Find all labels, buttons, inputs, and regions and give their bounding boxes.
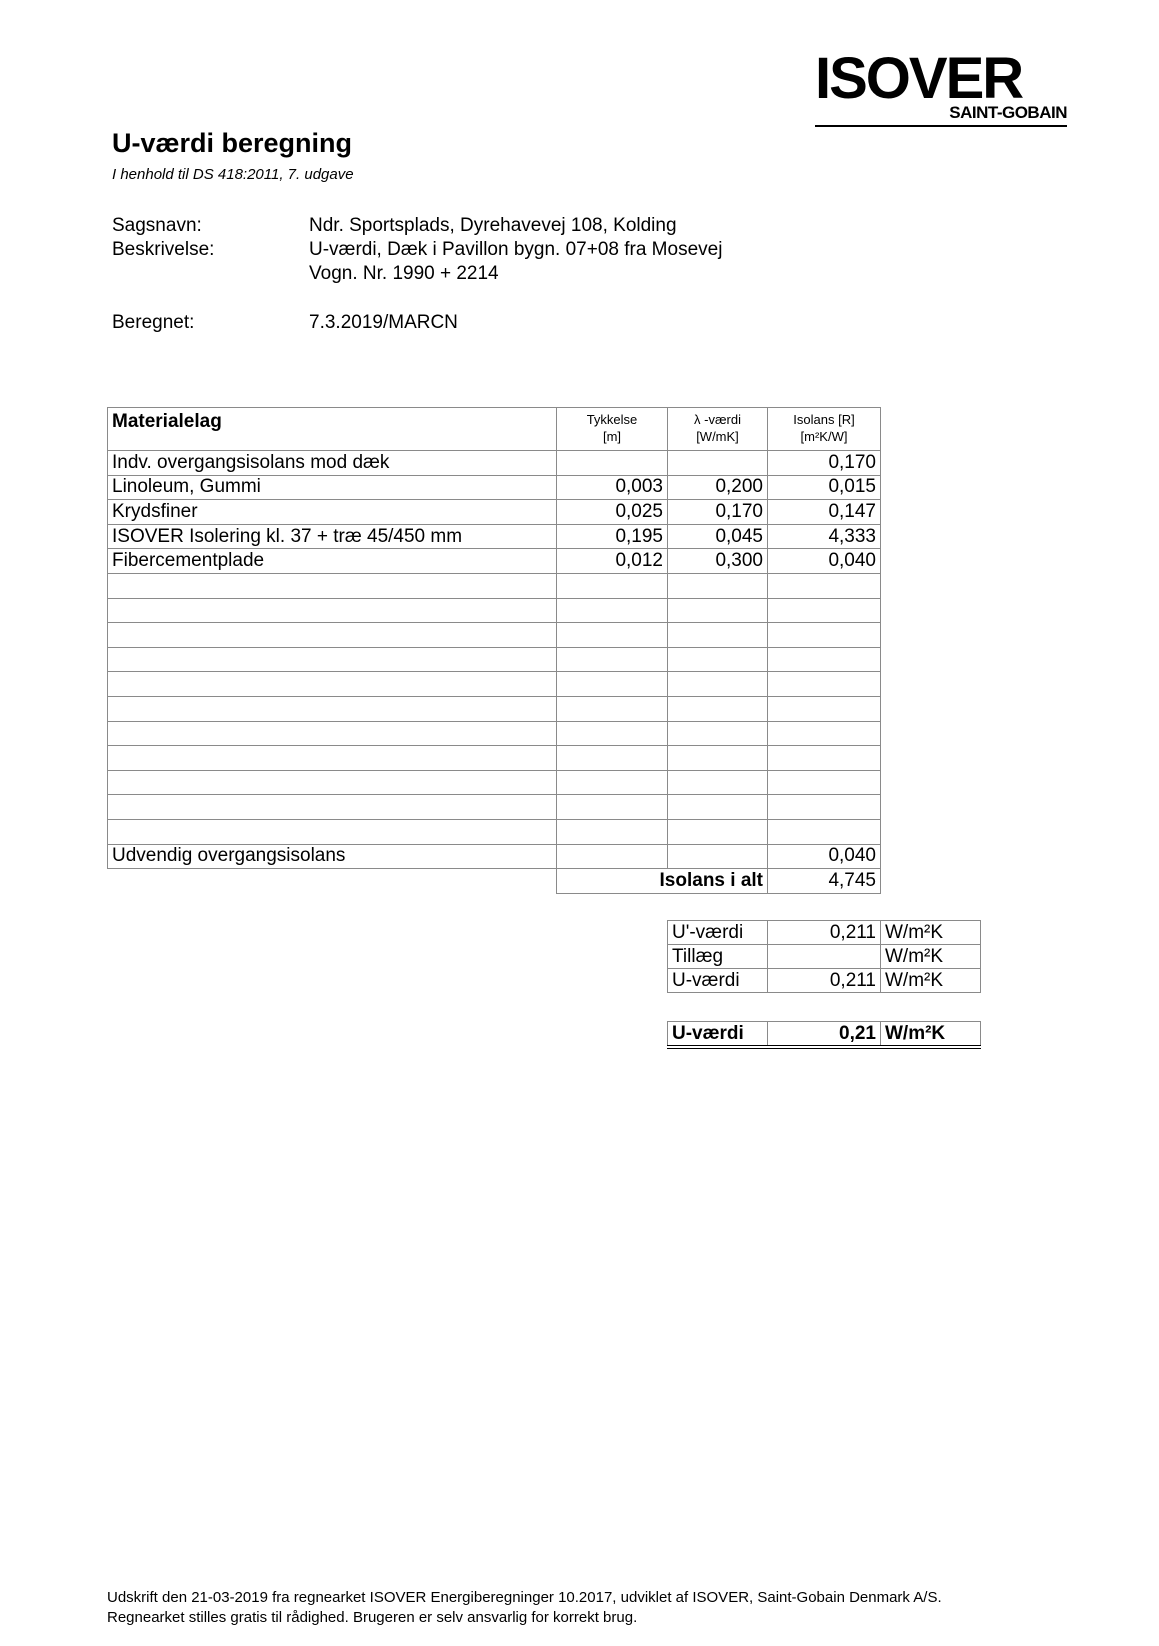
result-unit: W/m²K	[881, 969, 981, 993]
final-u-value-table	[667, 1021, 981, 1049]
row-thickness: 0,012	[557, 549, 668, 574]
empty-row	[108, 623, 881, 648]
row-resistance: 0,170	[768, 451, 881, 476]
row-thickness: 0,003	[557, 475, 668, 500]
row-lambda: 0,170	[668, 500, 768, 525]
row-material: Linoleum, Gummi	[108, 475, 557, 500]
result-unit: W/m²K	[881, 921, 981, 945]
u-value-table	[667, 920, 981, 993]
beregnet-label: Beregnet:	[112, 312, 195, 333]
outer-resistance: 0,040	[768, 844, 881, 869]
result-row	[668, 945, 981, 969]
empty-row	[108, 819, 881, 844]
row-resistance: 0,015	[768, 475, 881, 500]
empty-row	[108, 672, 881, 697]
outer-material: Udvendig overgangsisolans	[108, 844, 557, 869]
final-label: U-værdi	[668, 1022, 768, 1048]
empty-row	[108, 647, 881, 672]
result-row	[668, 969, 981, 993]
beregnet-value: 7.3.2019/MARCN	[309, 312, 458, 333]
row-material: Indv. overgangsisolans mod dæk	[108, 451, 557, 476]
table-row	[108, 451, 881, 476]
table-header-row	[108, 408, 881, 451]
logo-underline	[815, 125, 1067, 127]
header-resistance	[768, 408, 881, 451]
footer-line-1: Udskrift den 21-03-2019 fra regnearket ISOVER Energiberegninger 10.2017, udviklet af ISOVER, Saint-Gobain Denmark A/S.	[107, 1589, 942, 1606]
row-resistance: 4,333	[768, 524, 881, 549]
sagsnavn-label: Sagsnavn:	[112, 215, 202, 236]
final-result-row	[668, 1022, 981, 1048]
result-row	[668, 921, 981, 945]
result-label: U'-værdi	[668, 921, 768, 945]
material-table	[107, 407, 881, 894]
header-material: Materialelag	[108, 408, 557, 451]
final-unit: W/m²K	[881, 1022, 981, 1048]
table-row-total	[108, 869, 881, 894]
table-row	[108, 475, 881, 500]
header-thickness-label: Tykkelse	[586, 412, 638, 427]
result-label: Tillæg	[668, 945, 768, 969]
total-label: Isolans i alt	[557, 869, 768, 894]
footer-line-2: Regnearket stilles gratis til rådighed. Brugeren er selv ansvarlig for korrekt brug.	[107, 1609, 638, 1626]
row-material: Krydsfiner	[108, 500, 557, 525]
isover-logo	[815, 46, 1067, 130]
logo-wordmark: ISOVER	[815, 46, 1023, 111]
row-resistance: 0,147	[768, 500, 881, 525]
beskrivelse-value-1: U-værdi, Dæk i Pavillon bygn. 07+08 fra Mosevej	[309, 239, 723, 260]
header-resistance-unit: [m²K/W]	[800, 429, 848, 444]
empty-row	[108, 795, 881, 820]
row-thickness	[557, 451, 668, 476]
result-value	[768, 945, 881, 969]
empty-row	[108, 598, 881, 623]
empty-row	[108, 721, 881, 746]
row-lambda	[668, 451, 768, 476]
header-lambda-unit: [W/mK]	[696, 429, 739, 444]
header-thickness	[557, 408, 668, 451]
table-row	[108, 549, 881, 574]
empty-row	[108, 770, 881, 795]
row-lambda: 0,200	[668, 475, 768, 500]
result-value: 0,211	[768, 969, 881, 993]
empty-row	[108, 696, 881, 721]
header-lambda-label: λ -værdi	[694, 412, 741, 427]
header-resistance-label: Isolans [R]	[793, 412, 855, 427]
total-value: 4,745	[768, 869, 881, 894]
row-material: Fibercementplade	[108, 549, 557, 574]
result-label: U-værdi	[668, 969, 768, 993]
row-lambda: 0,300	[668, 549, 768, 574]
logo-subtitle: SAINT-GOBAIN	[949, 103, 1067, 122]
final-value: 0,21	[768, 1022, 881, 1048]
empty-row	[108, 573, 881, 598]
header-lambda	[668, 408, 768, 451]
table-row	[108, 524, 881, 549]
empty-row	[108, 746, 881, 771]
page-title: U-værdi beregning	[112, 128, 353, 158]
beskrivelse-label: Beskrivelse:	[112, 239, 215, 260]
row-material: ISOVER Isolering kl. 37 + træ 45/450 mm	[108, 524, 557, 549]
table-row-outer	[108, 844, 881, 869]
result-unit: W/m²K	[881, 945, 981, 969]
beskrivelse-value-2: Vogn. Nr. 1990 + 2214	[309, 263, 499, 284]
sagsnavn-value: Ndr. Sportsplads, Dyrehavevej 108, Kolding	[309, 215, 677, 236]
result-value: 0,211	[768, 921, 881, 945]
row-lambda: 0,045	[668, 524, 768, 549]
table-row	[108, 500, 881, 525]
row-thickness: 0,195	[557, 524, 668, 549]
page-subtitle: I henhold til DS 418:2011, 7. udgave	[112, 166, 354, 183]
header-thickness-unit: [m]	[602, 429, 622, 444]
page-footer	[107, 1588, 942, 1628]
row-thickness: 0,025	[557, 500, 668, 525]
row-resistance: 0,040	[768, 549, 881, 574]
